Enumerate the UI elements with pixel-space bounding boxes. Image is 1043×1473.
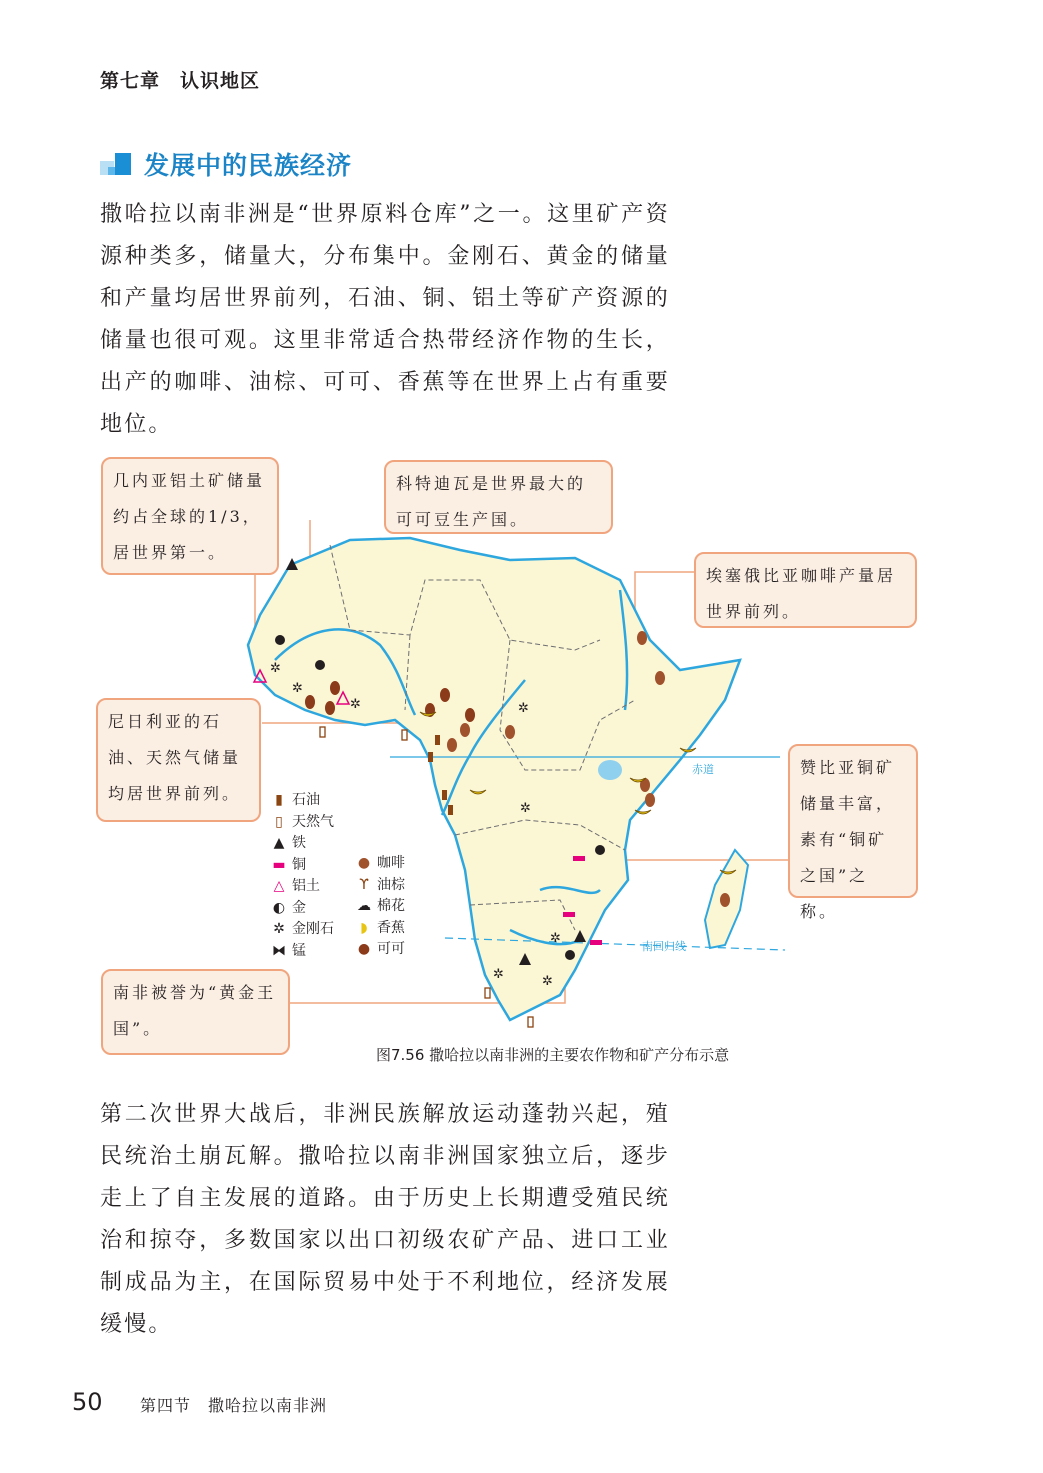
callout-nigeria: 尼日利亚的石油、天然气储量均居世界前列。: [96, 698, 261, 822]
callout-zambia: 赞比亚铜矿储量丰富，素有“铜矿之国”之称。: [788, 744, 918, 898]
gold-icon: ◐: [272, 899, 286, 916]
section-heading: [100, 146, 352, 182]
copper-icon: [563, 912, 575, 917]
legend-row: ϒ 油棕: [355, 875, 405, 897]
footer-section: 第四节 撒哈拉以南非洲: [140, 1396, 328, 1415]
svg-text:✲: ✲: [292, 681, 303, 696]
intro-paragraph: 撒哈拉以南非洲是“世界原料仓库”之一。这里矿产资源种类多，储量大，分布集中。金刚石、黄金的储量和产量均居世界前列，石油、铜、铝土等矿产资源的储量也很可观。这里非常适合热带经济作物的生长，出产的咖啡、油棕、可可、香蕉等在世界上占有重要地位。: [100, 202, 670, 437]
svg-text:✲: ✲: [550, 931, 561, 946]
legend-row: ✲ 金刚石: [270, 919, 334, 941]
tropic-label: 南回归线: [642, 940, 686, 953]
callout-south-africa: 南非被誉为“黄金王国”。: [101, 969, 290, 1055]
svg-text:✲: ✲: [493, 967, 504, 982]
gold-icon: [315, 660, 325, 670]
figure-caption: 图7.56 撒哈拉以南非洲的主要农作物和矿产分布示意: [376, 1046, 730, 1064]
bauxite-icon: △: [273, 878, 285, 894]
manganese-icon: ⧓: [272, 942, 286, 959]
svg-text:✲: ✲: [542, 974, 553, 989]
chapter-header: 第七章 认识地区: [100, 70, 261, 92]
legend-row: ◐ 金: [270, 898, 334, 920]
copper-icon: ▬: [272, 856, 286, 873]
map-legend-col1: [270, 790, 334, 962]
diamond-icon: ✲: [273, 921, 285, 937]
copper-icon: [590, 940, 602, 945]
svg-text:✲: ✲: [518, 701, 529, 716]
copper-icon: [573, 856, 585, 861]
legend-row: ◗ 香蕉: [355, 918, 405, 940]
legend-row: ▲ 铁: [270, 833, 334, 855]
oil-palm-icon: ϒ: [359, 876, 369, 893]
map-legend-col2: [355, 853, 405, 961]
coffee-icon: ●: [357, 855, 371, 871]
gold-icon: [275, 635, 285, 645]
section-square-icon: [100, 151, 134, 177]
callout-ethiopia: 埃塞俄比亚咖啡产量居世界前列。: [694, 552, 917, 628]
banana-icon: ◗: [360, 919, 368, 936]
iron-icon: ▲: [273, 835, 285, 851]
gold-icon: [565, 950, 575, 960]
callout-cote-divoire: 科特迪瓦是世界最大的可可豆生产国。: [384, 460, 613, 534]
oil-icon: ▮: [275, 792, 283, 808]
svg-text:✲: ✲: [270, 661, 281, 676]
lake-victoria: [598, 760, 622, 780]
cocoa-icon: ●: [357, 941, 371, 957]
svg-text:✲: ✲: [520, 801, 531, 816]
callout-guinea: 几内亚铝土矿储量约占全球的1/3，居世界第一。: [101, 457, 279, 575]
cotton-icon: ☁: [357, 898, 371, 914]
natural-gas-icon: ▯: [275, 813, 283, 830]
legend-row: ▯ 天然气: [270, 812, 334, 834]
gold-icon: [595, 845, 605, 855]
equator-label: 赤道: [692, 763, 714, 776]
legend-row: △ 铝土: [270, 876, 334, 898]
legend-row: ▬ 铜: [270, 855, 334, 877]
svg-text:✲: ✲: [350, 697, 361, 712]
legend-row: ● 咖啡: [355, 853, 405, 875]
history-paragraph: 第二次世界大战后，非洲民族解放运动蓬勃兴起，殖民统治土崩瓦解。撒哈拉以南非洲国家独立后，逐步走上了自主发展的道路。由于历史上长期遭受殖民统治和掠夺，多数国家以出口初级农矿产品、进口工业制成品为主，在国际贸易中处于不利地位，经济发展缓慢。: [100, 1102, 670, 1337]
legend-row: ⧓ 锰: [270, 941, 334, 963]
legend-row: ☁ 棉花: [355, 896, 405, 918]
legend-row: ▮ 石油: [270, 790, 334, 812]
page-number: 50: [72, 1388, 103, 1416]
legend-row: ● 可可: [355, 939, 405, 961]
section-title: 发展中的民族经济: [144, 151, 353, 180]
